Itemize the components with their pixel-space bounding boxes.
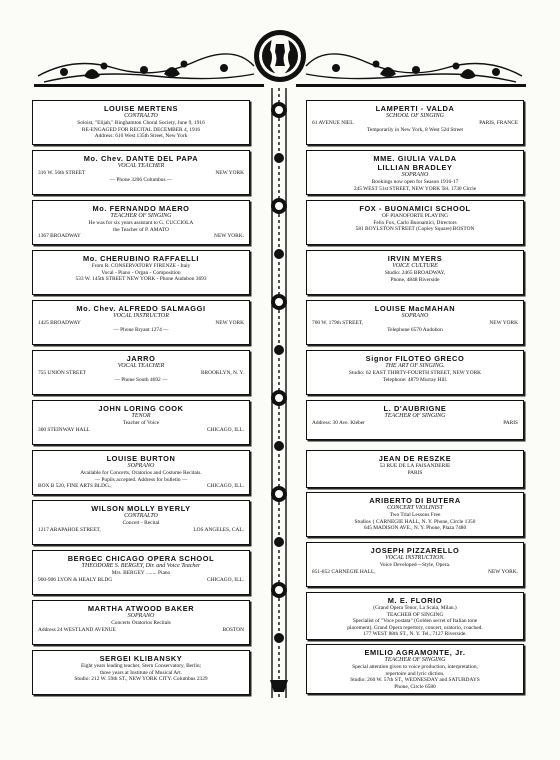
card-line: Special attention given to voice production, interpretation,: [352, 664, 478, 670]
card-name: Signor FILOTEO GRECO: [365, 354, 465, 363]
card-address: 1425 BROADWAY: [38, 320, 81, 326]
card-role: TENOR: [131, 413, 151, 419]
card-line: RE-ENGAGED FOR RECITAL DECEMBER 4, 1916: [81, 126, 201, 133]
card-address: 1217 ARAPAHOE STREET,: [38, 526, 101, 533]
card-city: LOS ANGELES, CAL.: [193, 526, 244, 533]
card-name: L. D'AUBRIGNE: [383, 404, 447, 413]
card-address-row: [38, 527, 244, 534]
card-city: NEW YORK.: [488, 568, 518, 575]
directory-card: [306, 592, 524, 640]
card-address: BOX B 520, FINE ARTS BLDG.,: [38, 483, 112, 490]
card-name: M. E. FLORIO: [387, 596, 443, 605]
card-address-row: [312, 420, 518, 427]
card-name: LOUISE MacMAHAN: [374, 304, 456, 313]
card-role: CONCERT VIOLINIST: [386, 505, 444, 511]
card-line: Phone, 4848 Riverside: [390, 276, 440, 283]
card-address: 316 W. 56th STREET: [38, 170, 86, 176]
directory-card: [32, 550, 250, 595]
card-line: Teacher of Voice: [122, 420, 160, 426]
card-role: CONTRALTO: [124, 513, 158, 519]
card-line: Studio: 2465 BROADWAY,: [384, 270, 446, 276]
card-line: Studios { CARNEGIE HALL, N. Y. Phone, Circle 1350: [354, 518, 476, 525]
card-address: 1367 BROADWAY: [38, 233, 81, 240]
card-name: MME. GIULIA VALDA: [373, 154, 457, 163]
card-line: — Phone South 4692 —: [114, 376, 168, 383]
card-role: SCHOOL OF SINGING: [386, 113, 444, 119]
card-name: FOX - BUONAMICI SCHOOL: [359, 204, 471, 213]
card-role: VOICE CULTURE: [392, 263, 438, 269]
card-name: Mo. CHERUBINO RAFFAELLI: [82, 254, 200, 263]
card-name: JEAN DE RESZKE: [378, 454, 452, 463]
card-city: PARIS, FRANCE: [479, 120, 518, 126]
card-line: Address: 610 West 135th Street, New York: [94, 133, 188, 140]
card-role: TEACHER OF SINGING: [384, 413, 446, 419]
card-line: TEACHER OF SINGING: [386, 611, 444, 618]
card-line: Phone, Circle 6580: [394, 683, 436, 690]
card-line: 177 WEST 88th ST., N. Y. Tel., 7127 Riverside.: [363, 631, 467, 638]
directory-card: [306, 100, 524, 145]
card-role: CONTRALTO: [124, 113, 158, 119]
card-address: 300 STEINWAY HALL: [38, 426, 91, 433]
directory-card: [32, 200, 250, 245]
card-name: LOUISE MERTENS: [103, 104, 179, 113]
card-address: 851-852 CARNEGIE HALL,: [312, 568, 376, 575]
directory-card: [306, 200, 524, 245]
card-role: TEACHER OF SINGING: [110, 213, 172, 219]
card-city: CHICAGO, ILL.: [207, 576, 244, 583]
card-line: Temporarily in New York, 8 West 52d Street: [367, 126, 463, 133]
card-line: He was for six years assistant to G. CUCCIOLA: [88, 220, 194, 226]
card-line: three years at Institute of Musical Art.: [100, 669, 182, 676]
directory-card: [306, 300, 524, 345]
directory-card: [32, 450, 250, 495]
card-line: Concert - Recital: [122, 520, 160, 526]
card-line: Vocal - Piano - Organ - Composition: [101, 269, 181, 276]
card-role: VOCAL INSTRUCTOR: [113, 313, 169, 319]
card-city: NEW YORK: [489, 320, 518, 326]
card-city: NEW YORK.: [214, 233, 244, 240]
directory-card: [32, 300, 250, 345]
card-line: Studio: 62 EAST THIRTY-FOURTH STREET, NEW YORK: [348, 370, 482, 376]
card-name: WILSON MOLLY BYERLY: [91, 504, 191, 513]
card-line: 245 WEST 51st STREET, NEW YORK Tel. 1730 Circle: [353, 185, 477, 192]
directory-card: [32, 400, 250, 445]
card-city: CHICAGO, ILL.: [207, 426, 244, 433]
card-line: Two Trial Lessons Free: [389, 512, 441, 518]
card-name: JOSEPH PIZZARELLO: [370, 546, 460, 555]
card-line: Studio: 212 W. 59th ST., NEW YORK CITY. Columbus 2329: [74, 676, 208, 683]
card-city: CHICAGO, ILL.: [207, 483, 244, 490]
card-address-row: [38, 170, 244, 177]
card-name: EMILIO AGRAMONTE, Jr.: [364, 648, 466, 657]
card-line: 533 W. 145th STREET NEW YORK - Phone Audubon 3693: [75, 276, 207, 283]
card-name: BERGEC CHICAGO OPERA SCHOOL: [67, 554, 215, 563]
card-role: SOPRANO: [401, 313, 429, 319]
card-line: Mrs. BERGEY ........ Piano: [111, 570, 171, 576]
card-line: — Phone 3206 Columbus —: [109, 176, 173, 183]
card-name: ARIBERTO DI BUTERA: [369, 496, 461, 505]
card-line: PARIS: [407, 469, 423, 476]
card-line: Bookings now open for Season 1916-17: [371, 179, 459, 185]
card-line: — Pupils accepted. Address for bulletin —: [94, 476, 188, 483]
card-line: — Phone Bryant 1274 —: [113, 326, 169, 333]
card-address-row: [38, 483, 244, 490]
card-line: Telephone 6570 Audubon: [387, 326, 443, 333]
card-city: NEW YORK: [215, 320, 244, 326]
card-name: JARRO: [126, 354, 156, 363]
directory-card: [306, 492, 524, 537]
card-name: SERGEI KLIBANSKY: [99, 654, 183, 663]
card-role: SOPRANO: [127, 613, 155, 619]
center-column-ornament: [262, 88, 296, 698]
card-name: Mo. Chev. ALFREDO SALMAGGI: [76, 304, 206, 313]
directory-card: [32, 350, 250, 395]
card-line: Studio: 260 W. 57th ST., WEDNESDAY and SATURDAYS: [350, 677, 480, 684]
card-line: the Teacher of P. AMATO: [113, 226, 169, 233]
card-role: VOCAL INSTRUCTION.: [385, 555, 445, 561]
card-line: 581 BOYLSTON STREET (Copley Square) BOSTON: [355, 226, 475, 233]
card-address-row: [38, 233, 244, 240]
card-address-row: [312, 120, 518, 127]
header-ornament: [34, 26, 526, 90]
card-address-row: [38, 427, 244, 434]
card-line: Voice Developed—Style, Opera.: [379, 562, 451, 568]
card-address: Address: 30 Ave. Kléber: [312, 420, 365, 426]
card-address-row: [312, 569, 518, 576]
card-city: BOSTON: [222, 626, 244, 633]
card-name: LOUISE BURTON: [106, 454, 176, 463]
card-address: 61 AVENUE NIEL: [312, 120, 354, 126]
directory-card: [32, 250, 250, 295]
card-name: Mo. Chev. DANTE DEL PAPA: [83, 154, 199, 163]
card-line: Soloist, "Elijah," Binghamton Choral Society, June 9, 1916: [77, 120, 205, 126]
directory-card: [306, 542, 524, 587]
directory-card: [306, 250, 524, 295]
directory-card: [32, 100, 250, 145]
card-address-row: [38, 577, 244, 584]
directory-card: [32, 150, 250, 195]
card-line: Eight years leading teacher, Stern Conservatory, Berlin;: [80, 663, 202, 669]
card-address: 700 W. 179th STREET,: [312, 320, 363, 326]
card-name: MARTHA ATWOOD BAKER: [87, 604, 195, 613]
directory-card: [32, 650, 250, 695]
card-role: TEACHER OF SINGING: [384, 657, 446, 663]
directory-card: [306, 150, 524, 195]
directory-card: [32, 600, 250, 645]
card-address: 900-906 LYON & HEALY BLDG: [38, 576, 113, 583]
card-line: OF PIANOFORTE PLAYING: [382, 213, 448, 219]
card-role: VOCAL TEACHER: [117, 363, 165, 369]
directory-card: [306, 644, 524, 694]
card-line: From R. CONSERVATORY FIRENZE - Italy: [91, 263, 191, 269]
card-name: JOHN LORING COOK: [98, 404, 184, 413]
directory-card: [32, 500, 250, 545]
card-line: Felix Fox, Carlo Buonamici, Directors: [373, 219, 457, 226]
card-line: Specialist of "Voce postata" (Golden secret of Italian tone: [352, 618, 478, 625]
card-city: PARIS: [503, 420, 518, 426]
card-name: IRVIN MYERS: [387, 254, 443, 263]
card-line: Telephone: 4879 Murray Hill.: [382, 376, 448, 383]
card-address-row: [38, 370, 244, 377]
card-line: 645 MADISON AVE., N. Y. Phone, Plaza 7480: [363, 525, 467, 532]
card-address-row: [38, 627, 244, 634]
card-address-row: [312, 320, 518, 327]
card-role: THEODORE S. BERGEY, Dir. and Voice Teacher: [81, 563, 201, 569]
card-line: repertoire and lyric diction.: [385, 670, 445, 677]
card-line: placement), Grand Opera repertory, concert, oratorio, coached.: [347, 624, 483, 631]
card-address: Address 24 WESTLAND AVENUE: [38, 626, 116, 633]
card-role: SOPRANO: [127, 463, 155, 469]
card-line: Concerts Oratorios Recitals: [111, 620, 171, 626]
card-address-row: [38, 320, 244, 327]
directory-card: [306, 450, 524, 488]
card-city: NEW YORK: [215, 170, 244, 176]
card-line: Available for Concerts, Oratorios and Costume Recitals.: [80, 470, 202, 476]
directory-card: [306, 400, 524, 440]
card-city: BROOKLYN, N. Y.: [200, 370, 244, 376]
card-role: SOPRANO: [401, 172, 429, 178]
card-name: LAMPERTI - VALDA: [375, 104, 455, 113]
card-name-secondary: LILLIAN BRADLEY: [377, 163, 453, 172]
card-role: VOCAL TEACHER: [117, 163, 165, 169]
directory-card: [306, 350, 524, 395]
card-line: (Grand Opera Tenor, La Scala, Milan.): [373, 605, 457, 611]
card-address: 755 UNION STREET: [38, 370, 86, 376]
card-line: 53 RUE DE LA FAISANDERIE: [379, 463, 451, 469]
card-role: THE ART OF SINGING.: [385, 363, 445, 369]
card-name: Mo. FERNANDO MAERO: [92, 204, 190, 213]
